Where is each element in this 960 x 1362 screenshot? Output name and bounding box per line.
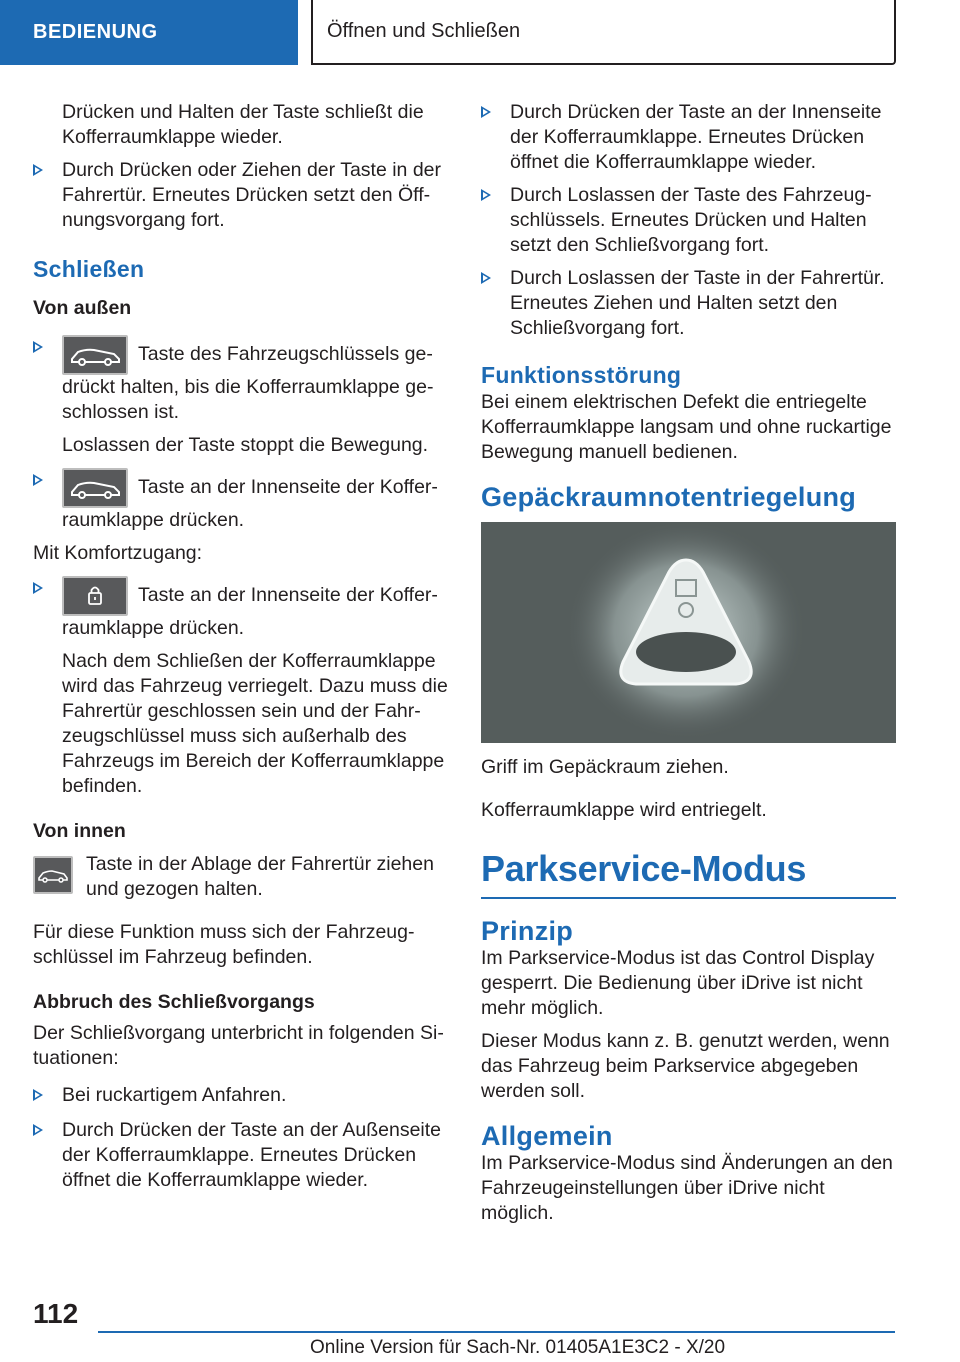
list-item-text (62, 576, 448, 641)
list-item-sub: Loslassen der Taste stoppt die Bewegung. (62, 434, 429, 456)
emergency-release-photo (481, 522, 896, 743)
heading-prinzip: Prinzip (481, 916, 574, 946)
list-item (33, 1118, 448, 1193)
page-number: 112 (33, 1298, 79, 1329)
paragraph: Dieser Modus kann z. B. genutzt werden, wenn das Fahrzeug beim Parkservice abgegeben werden soll. (481, 1030, 890, 1102)
bullet-triangle-icon (33, 582, 43, 594)
caption: Griff im Gepäckraum ziehen. (481, 756, 729, 778)
lock-icon (62, 576, 128, 616)
list-item (33, 335, 448, 458)
innen-text: Taste in der Ablage der Fahrertür ziehen und gezogen halten. (86, 853, 434, 900)
list-item-text: Durch Loslassen der Taste des Fahrzeugschlüssels. Erneutes Drücken und Halten setzt den Schließvorgang fort. (510, 184, 872, 256)
chapter-title: Öffnen und Schließen (327, 20, 521, 42)
footer-version: Online Version für Sach-Nr. 01405A1E3C2 - X/20 (310, 1337, 726, 1358)
car-trunk-icon (33, 856, 73, 894)
b2-text: Taste an der Innenseite der Kofferraumklappe drücken. (62, 476, 438, 531)
heading-von-innen: Von innen (33, 820, 126, 842)
bullet-triangle-icon (33, 341, 43, 353)
footer-rule (98, 1331, 895, 1333)
heading-notentriegelung: Gepäckraumnotentriegelung (481, 482, 857, 512)
bullet-triangle-icon (33, 1089, 43, 1101)
list-item-text: Bei ruckartigem Anfahren. (62, 1084, 287, 1106)
left-column (33, 100, 448, 1193)
list-item (33, 158, 448, 233)
list-item-text: Durch Drücken oder Ziehen der Taste in der Fahrertür. Erneutes Drücken setzt den Öffnungsvorgang fort. (62, 159, 442, 231)
list-item-sub: Nach dem Schließen der Kofferraumklappe wird das Fahrzeug verriegelt. Dazu muss die Fahrertür geschlossen sein und der Fahrzeugschlüssel muss sich außerhalb des Fahrzeugs im Bereich der Kofferraumklappe befinden. (62, 650, 448, 797)
paragraph: Drücken und Halten der Taste schließt die Kofferraumklappe wieder. (62, 101, 424, 148)
list-item-text: Durch Drücken der Taste an der Innenseite der Kofferraumklappe. Erneutes Drücken öffnet die Kofferraumklappe wieder. (510, 101, 882, 173)
chapter-header (311, 0, 896, 65)
heading-abbruch: Abbruch des Schließvorgangs (33, 991, 315, 1013)
caption: Kofferraumklappe wird entriegelt. (481, 799, 767, 821)
bullet-triangle-icon (33, 164, 43, 176)
list-item (33, 576, 448, 799)
heading-parkservice: Parkservice-Modus (481, 847, 896, 899)
list-item-text: Durch Loslassen der Taste in der Fahrertür. Erneutes Ziehen und Halten setzt den Schließvorgang fort. (510, 267, 885, 339)
right-column (481, 100, 896, 1226)
paragraph: Im Parkservice-Modus ist das Control Display gesperrt. Die Bedienung über iDrive ist nicht mehr möglich. (481, 947, 875, 1019)
paragraph: Bei einem elektrischen Defekt die entriegelte Kofferraumklappe langsam und ohne ruckartige Bewegung manuell bedienen. (481, 391, 892, 463)
car-trunk-icon (62, 468, 128, 508)
heading-von-aussen: Von außen (33, 297, 132, 319)
bullet-triangle-icon (33, 1124, 43, 1136)
innen-block (33, 852, 448, 902)
list-item-text (62, 335, 448, 425)
b1-text: Taste des Fahrzeugschlüssels gedrückt halten, bis die Kofferraumklappe geschlossen ist. (62, 343, 434, 423)
list-item (481, 100, 896, 175)
heading-allgemein: Allgemein (481, 1121, 613, 1151)
section-tab (0, 0, 298, 65)
paragraph: Für diese Funktion muss sich der Fahrzeugschlüssel im Fahrzeug befinden. (33, 921, 415, 968)
b3-text: Taste an der Innenseite der Kofferraumklappe drücken. (62, 584, 438, 639)
section-label: BEDIENUNG (33, 21, 158, 43)
bullet-triangle-icon (481, 106, 491, 118)
paragraph: Im Parkservice-Modus sind Änderungen an den Fahrzeugeinstellungen über iDrive nicht möglich. (481, 1152, 893, 1224)
list-item (33, 1083, 448, 1108)
list-item (481, 266, 896, 341)
heading-stoerung: Funktionsstörung (481, 362, 682, 388)
car-trunk-icon (62, 335, 128, 375)
komfort-label: Mit Komfortzugang: (33, 542, 203, 564)
bullet-triangle-icon (33, 474, 43, 486)
bullet-triangle-icon (481, 272, 491, 284)
list-item-text (62, 468, 448, 533)
list-item-text: Durch Drücken der Taste an der Außenseite der Kofferraumklappe. Erneutes Drücken öffnet die Kofferraumklappe wieder. (62, 1119, 442, 1191)
bullet-triangle-icon (481, 189, 491, 201)
paragraph: Der Schließvorgang unterbricht in folgenden Situationen: (33, 1022, 444, 1069)
heading-schliessen: Schließen (33, 256, 145, 282)
list-item (33, 468, 448, 533)
list-item (481, 183, 896, 258)
